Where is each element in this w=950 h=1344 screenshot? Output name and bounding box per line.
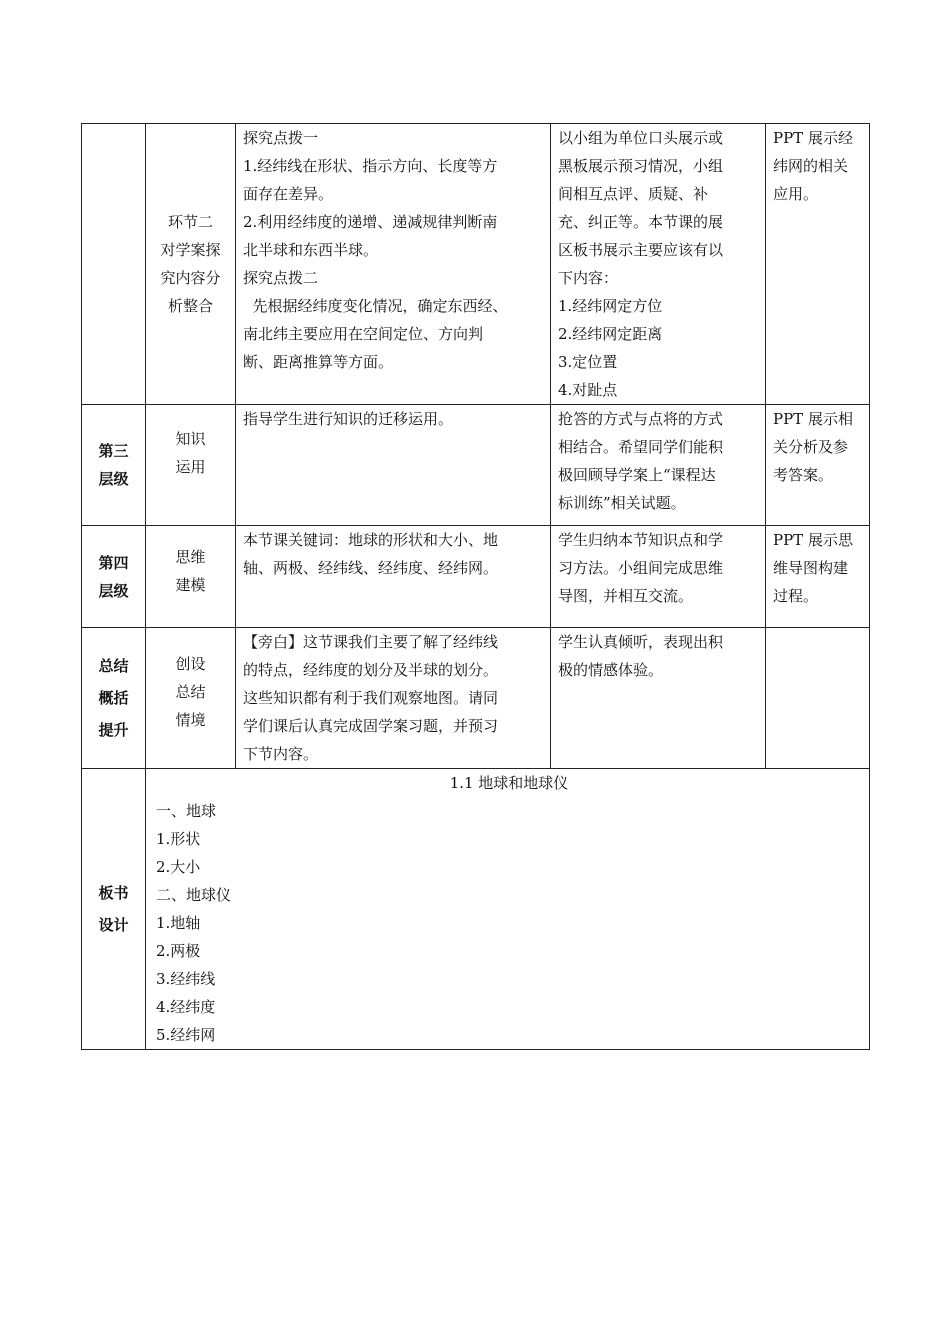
teacher-text: 南北纬主要应用在空间定位、方向判 [243, 325, 484, 343]
teacher-text: 断、距离推算等方面。 [243, 353, 394, 371]
media-cell [766, 526, 870, 628]
student-activity-cell [551, 124, 766, 405]
media-text: PPT 展示经 [773, 129, 853, 147]
teacher-activity-cell [236, 526, 551, 628]
teacher-activity-cell [236, 405, 551, 526]
table-row [82, 405, 870, 526]
student-text: 标训练”相关试题。 [558, 494, 686, 512]
level-cell [82, 769, 146, 1050]
teacher-text: 指导学生进行知识的迁移运用。 [243, 410, 454, 428]
teacher-text: 2.利用经纬度的递增、递减规律判断南 [243, 213, 498, 231]
teacher-text: 轴、两极、经纬线、经纬度、经纬网。 [243, 559, 499, 577]
teacher-text: 面存在差异。 [243, 185, 334, 203]
student-text: 极的情感体验。 [558, 661, 664, 679]
teacher-text: 下节内容。 [243, 745, 319, 763]
level-text: 层级 [98, 470, 129, 488]
student-text: 充、纠正等。本节课的展 [558, 213, 724, 231]
student-text: 2.经纬网定距离 [558, 325, 663, 343]
step-cell [146, 124, 236, 405]
step-cell [146, 405, 236, 526]
step-text: 思维 [175, 548, 206, 566]
table-row [82, 124, 870, 405]
level-text: 提升 [98, 721, 129, 739]
lesson-plan-table [81, 123, 870, 1050]
student-text: 以小组为单位口头展示或 [558, 129, 724, 147]
student-text: 3.定位置 [558, 353, 618, 371]
step-text: 究内容分 [160, 269, 221, 287]
media-text: 考答案。 [773, 466, 834, 484]
teacher-text: 探究点拨一 [243, 129, 319, 147]
student-text: 间相互点评、质疑、补 [558, 185, 709, 203]
board-title: 1.1 地球和地球仪 [449, 774, 569, 792]
level-text: 概括 [98, 689, 129, 707]
board-line: 2.两极 [156, 942, 201, 960]
board-line: 二、地球仪 [156, 886, 232, 904]
student-text: 导图，并相互交流。 [558, 587, 694, 605]
level-text: 第四 [98, 553, 129, 572]
level-text: 层级 [98, 581, 129, 600]
step-text: 环节二 [167, 213, 213, 231]
step-text: 情境 [175, 711, 206, 729]
level-text: 第三 [98, 442, 129, 460]
student-text: 极回顾导学案上“课程达 [558, 466, 716, 484]
media-text: 过程。 [773, 587, 819, 605]
teacher-text: 这些知识都有利于我们观察地图。请同 [243, 689, 499, 707]
board-line: 一、地球 [156, 802, 217, 820]
teacher-text: 北半球和东西半球。 [243, 241, 379, 259]
board-line: 1.地轴 [156, 914, 201, 932]
step-text: 建模 [175, 576, 206, 594]
media-cell [766, 405, 870, 526]
step-text: 析整合 [167, 297, 213, 315]
level-cell [82, 124, 146, 405]
board-design-cell [146, 769, 870, 1050]
media-cell [766, 124, 870, 405]
media-text: PPT 展示相 [773, 410, 853, 428]
media-text: 纬网的相关 [773, 157, 849, 175]
level-text: 设计 [98, 916, 129, 934]
teacher-text: 【旁白】这节课我们主要了解了经纬线 [243, 633, 499, 651]
student-text: 学生归纳本节知识点和学 [558, 531, 724, 549]
board-line: 1.形状 [156, 830, 201, 848]
media-text: 维导图构建 [773, 559, 849, 577]
level-text: 总结 [98, 657, 129, 675]
table-row [82, 628, 870, 769]
student-activity-cell [551, 405, 766, 526]
student-text: 黑板展示预习情况，小组 [558, 157, 724, 175]
board-line: 2.大小 [156, 858, 201, 876]
student-text: 学生认真倾听，表现出积 [558, 633, 724, 651]
level-text: 板书 [98, 884, 129, 902]
level-cell [82, 405, 146, 526]
teacher-activity-cell [236, 628, 551, 769]
teacher-text: 1.经纬线在形状、指示方向、长度等方 [243, 157, 498, 175]
step-cell [146, 526, 236, 628]
student-text: 4.对趾点 [558, 381, 618, 399]
table-row [82, 769, 870, 1050]
step-cell [146, 628, 236, 769]
media-cell [766, 628, 870, 769]
media-text: 应用。 [773, 185, 819, 203]
student-text: 抢答的方式与点将的方式 [558, 410, 724, 428]
teacher-text: 学们课后认真完成固学案习题，并预习 [243, 717, 499, 735]
student-text: 区板书展示主要应该有以 [558, 241, 724, 259]
step-text: 对学案探 [160, 241, 221, 259]
student-activity-cell [551, 526, 766, 628]
step-text: 运用 [175, 458, 206, 476]
step-text: 创设 [175, 655, 206, 673]
level-cell [82, 526, 146, 628]
table-row [82, 526, 870, 628]
teacher-text: 先根据经纬度变化情况，确定东西经、 [243, 297, 508, 315]
media-text: 关分析及参 [773, 438, 849, 456]
board-line: 5.经纬网 [156, 1026, 216, 1044]
step-text: 知识 [175, 430, 206, 448]
student-text: 1.经纬网定方位 [558, 297, 663, 315]
step-text: 总结 [175, 683, 206, 701]
teacher-activity-cell [236, 124, 551, 405]
teacher-text: 的特点，经纬度的划分及半球的划分。 [243, 661, 499, 679]
board-line: 4.经纬度 [156, 998, 216, 1016]
media-text: PPT 展示思 [773, 531, 853, 549]
teacher-text: 探究点拨二 [243, 269, 319, 287]
board-line: 3.经纬线 [156, 970, 216, 988]
student-text: 下内容： [558, 269, 619, 287]
teacher-text: 本节课关键词：地球的形状和大小、地 [243, 531, 499, 549]
student-text: 习方法。小组间完成思维 [558, 559, 724, 577]
level-cell [82, 628, 146, 769]
student-text: 相结合。希望同学们能积 [558, 438, 724, 456]
student-activity-cell [551, 628, 766, 769]
